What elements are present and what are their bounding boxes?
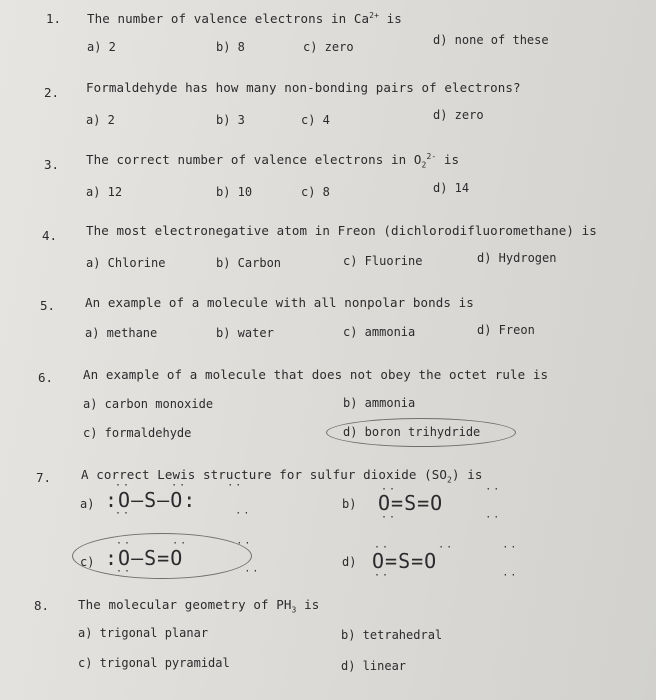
question-2-option-b: b) 3 [216, 113, 245, 127]
lewis-structure-c: :O—S=O [105, 546, 184, 570]
lone-pair-dots: ·· ·· [116, 566, 261, 577]
answer-circle-q6 [326, 418, 516, 447]
question-2-option-c: c) 4 [301, 113, 330, 127]
question-5-text: An example of a molecule with all nonpolar bonds is [85, 295, 474, 310]
question-4-option-d: d) Hydrogen [477, 251, 557, 265]
question-7-option-c: c) [80, 555, 95, 569]
question-5-option-c: c) ammonia [343, 325, 416, 339]
question-7-text: A correct Lewis structure for sulfur dioxide $(SO_2)$ is [81, 467, 483, 485]
question-7-number: 7. [36, 470, 52, 485]
lone-pair-dots: ·· ·· [115, 508, 252, 519]
question-8-option-a: a) trigonal planar [78, 626, 209, 640]
question-7-option-a: a) [80, 497, 95, 511]
question-7-option-d: d) [342, 555, 357, 569]
lone-pair-dots: ·· ·· ·· [374, 542, 519, 553]
question-3-option-c: c) 8 [301, 185, 330, 199]
lone-pair-dots: ·· ·· ·· [115, 480, 244, 491]
question-8-option-c: c) trigonal pyramidal [78, 656, 230, 670]
question-3-text: The correct number of valence electrons in $O_2^{2-}$ is [86, 152, 460, 170]
lewis-structure-a: :O—S—O: [105, 488, 197, 512]
question-5-option-b: b) water [216, 326, 274, 340]
lone-pair-dots: ·· ·· [381, 484, 502, 495]
question-8-option-d: d) linear [341, 659, 407, 673]
question-1-option-d: d) none of these [433, 33, 549, 47]
question-1-option-c: c) zero [303, 40, 354, 54]
question-3-option-d: d) 14 [433, 181, 470, 195]
question-5-option-d: d) Freon [477, 323, 535, 337]
lone-pair-dots: ·· ·· [381, 512, 502, 523]
question-8-text: The molecular geometry of $PH_3$ is [78, 597, 320, 615]
question-5-number: 5. [40, 298, 56, 313]
lewis-structure-b: O=S=O [378, 491, 444, 515]
question-4-text: The most electronegative atom in Freon (dichlorodifluoromethane) is [86, 223, 597, 238]
question-2-option-d: d) zero [433, 108, 484, 122]
question-6-option-c: c) formaldehyde [83, 426, 192, 440]
lone-pair-dots: ·· ·· ·· [116, 538, 253, 549]
question-6-option-a: a) carbon monoxide [83, 397, 214, 411]
question-6-option-b: b) ammonia [343, 396, 416, 410]
lewis-structure-d: O=S=O [372, 549, 438, 573]
question-5-option-a: a) methane [85, 326, 158, 340]
question-6-option-d: d) boron trihydride [343, 425, 481, 439]
question-3-option-b: b) 10 [216, 185, 253, 199]
question-1-option-a: a) 2 [87, 40, 116, 54]
answer-circle-q7 [72, 533, 252, 579]
question-4-option-b: b) Carbon [216, 256, 282, 270]
question-4-option-a: a) Chlorine [86, 256, 166, 270]
question-2-option-a: a) 2 [86, 113, 115, 127]
question-4-number: 4. [42, 228, 58, 243]
question-1-text: The number of valence electrons in $Ca^{2+}$ is [87, 11, 402, 27]
question-1-option-b: b) 8 [216, 40, 245, 54]
lone-pair-dots: ·· ·· [374, 570, 519, 581]
question-3-number: 3. [44, 157, 60, 172]
question-4-option-c: c) Fluorine [343, 254, 423, 268]
question-2-number: 2. [44, 85, 60, 100]
question-6-text: An example of a molecule that does not obey the octet rule is [83, 367, 549, 382]
question-1-number: 1. [46, 11, 62, 26]
question-2-text: Formaldehyde has how many non-bonding pairs of electrons? [86, 80, 521, 95]
question-3-option-a: a) 12 [86, 185, 123, 199]
question-8-option-b: b) tetrahedral [341, 628, 443, 642]
question-8-number: 8. [34, 598, 50, 613]
question-6-number: 6. [38, 370, 54, 385]
question-7-option-b: b) [342, 497, 357, 511]
